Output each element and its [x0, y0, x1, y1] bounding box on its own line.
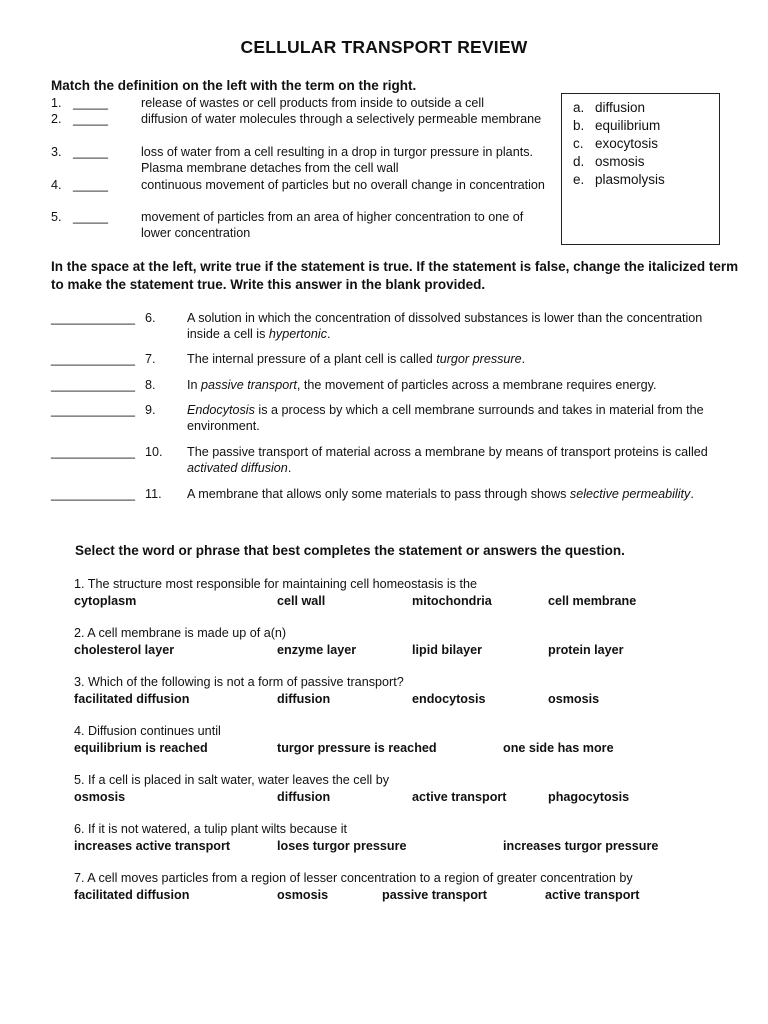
- answer-blank: ____________: [51, 445, 136, 459]
- term-item: [573, 171, 719, 189]
- answer-option: equilibrium is reached: [74, 741, 208, 755]
- term-text: osmosis: [595, 154, 645, 169]
- answer-option: cell wall: [277, 594, 326, 608]
- answer-option: cholesterol layer: [74, 643, 175, 657]
- definition-text: movement of particles from an area of higher concentration to one of lower concentration: [141, 210, 524, 240]
- answer-blank: _____: [73, 145, 109, 159]
- answer-option: cell membrane: [548, 594, 637, 608]
- item-number: 6.: [145, 311, 156, 325]
- definition-text: continuous movement of particles but no overall change in concentration: [141, 178, 545, 192]
- item-number: 9.: [145, 403, 156, 417]
- statement-text: In passive transport, the movement of particles across a membrane requires energy.: [187, 378, 657, 392]
- definition-text: loss of water from a cell resulting in a drop in turgor pressure in plants. Plasma membrane detaches from the cell wall: [141, 145, 533, 175]
- answer-option: mitochondria: [412, 594, 492, 608]
- italic-term: turgor pressure: [436, 352, 522, 366]
- answer-option: active transport: [545, 888, 640, 902]
- answer-blank: ____________: [51, 487, 136, 501]
- statement-text: The passive transport of material across a membrane by means of transport proteins is called activated diffusion.: [187, 445, 708, 475]
- answer-blank: _____: [73, 210, 109, 224]
- term-letter: a.: [573, 100, 585, 115]
- answer-option: lipid bilayer: [412, 643, 482, 657]
- answer-blank: _____: [73, 112, 109, 126]
- question-text: 7. A cell moves particles from a region of lesser concentration to a region of greater concentration by: [74, 871, 633, 885]
- question-text: 1. The structure most responsible for maintaining cell homeostasis is the: [74, 577, 477, 591]
- item-number: 4.: [51, 178, 62, 192]
- term-letter: d.: [573, 154, 585, 169]
- term-text: equilibrium: [595, 118, 661, 133]
- item-number: 3.: [51, 145, 62, 159]
- answer-option: one side has more: [503, 741, 614, 755]
- answer-blank: _____: [73, 96, 109, 110]
- answer-option: turgor pressure is reached: [277, 741, 437, 755]
- worksheet-title: CELLULAR TRANSPORT REVIEW: [240, 37, 528, 57]
- statement-text: A solution in which the concentration of dissolved substances is lower than the concentration inside a cell is hypertonic.: [187, 311, 703, 341]
- italic-term: activated diffusion: [187, 461, 288, 475]
- question-text: 2. A cell membrane is made up of a(n): [74, 626, 287, 640]
- statement-text: A membrane that allows only some materials to pass through shows selective permeability.: [187, 487, 694, 501]
- statement-text: The internal pressure of a plant cell is called turgor pressure.: [187, 352, 526, 366]
- italic-term: hypertonic: [268, 327, 328, 341]
- item-number: 1.: [51, 96, 62, 110]
- answer-blank: ____________: [51, 378, 136, 392]
- term-item: [573, 135, 719, 153]
- question-text: 4. Diffusion continues until: [74, 724, 221, 738]
- answer-option: increases turgor pressure: [503, 839, 659, 853]
- answer-option: phagocytosis: [548, 790, 630, 804]
- answer-blank: _____: [73, 178, 109, 192]
- question-text: 3. Which of the following is not a form of passive transport?: [74, 675, 404, 689]
- item-number: 5.: [51, 210, 62, 224]
- italic-term: Endocytosis: [187, 403, 255, 417]
- item-number: 11.: [145, 487, 162, 501]
- item-number: 8.: [145, 378, 156, 392]
- term-item: [573, 153, 719, 171]
- term-text: diffusion: [595, 100, 646, 115]
- answer-option: facilitated diffusion: [74, 888, 190, 902]
- answer-option: diffusion: [277, 790, 331, 804]
- term-item: [573, 99, 719, 117]
- answer-option: passive transport: [382, 888, 487, 902]
- item-number: 2.: [51, 112, 62, 126]
- term-item: [573, 117, 719, 135]
- answer-blank: ____________: [51, 352, 136, 366]
- answer-option: protein layer: [548, 643, 624, 657]
- italic-term: selective permeability: [569, 487, 691, 501]
- matching-instructions: Match the definition on the left with the term on the right.: [51, 78, 417, 93]
- term-text: exocytosis: [595, 136, 659, 151]
- multiple-choice-instructions: Select the word or phrase that best completes the statement or answers the question.: [75, 543, 625, 558]
- answer-option: loses turgor pressure: [277, 839, 407, 853]
- question-text: 5. If a cell is placed in salt water, water leaves the cell by: [74, 773, 389, 787]
- answer-blank: ____________: [51, 403, 136, 417]
- answer-option: enzyme layer: [277, 643, 357, 657]
- answer-option: endocytosis: [412, 692, 486, 706]
- item-number: 7.: [145, 352, 156, 366]
- statement-text: Endocytosis is a process by which a cell membrane surrounds and takes in material from the environment.: [187, 403, 704, 433]
- italic-term: passive transport: [201, 378, 297, 392]
- term-letter: e.: [573, 172, 585, 187]
- item-number: 10.: [145, 445, 163, 459]
- answer-option: osmosis: [548, 692, 600, 706]
- answer-option: osmosis: [74, 790, 126, 804]
- true-false-instructions: In the space at the left, write true if the statement is true. If the statement is false, change the italicized term to make the statement true. Write this answer in the blank provided.: [51, 259, 739, 292]
- answer-blank: ____________: [51, 311, 136, 325]
- term-letter: c.: [573, 136, 584, 151]
- term-text: plasmolysis: [595, 172, 665, 187]
- answer-option: diffusion: [277, 692, 331, 706]
- question-text: 6. If it is not watered, a tulip plant wilts because it: [74, 822, 348, 836]
- answer-option: active transport: [412, 790, 507, 804]
- answer-option: osmosis: [277, 888, 329, 902]
- answer-option: cytoplasm: [74, 594, 137, 608]
- term-list-box: [561, 93, 720, 245]
- definition-text: release of wastes or cell products from inside to outside a cell: [141, 96, 484, 110]
- answer-option: increases active transport: [74, 839, 231, 853]
- answer-option: facilitated diffusion: [74, 692, 190, 706]
- term-letter: b.: [573, 118, 585, 133]
- definition-text: diffusion of water molecules through a selectively permeable membrane: [141, 112, 542, 126]
